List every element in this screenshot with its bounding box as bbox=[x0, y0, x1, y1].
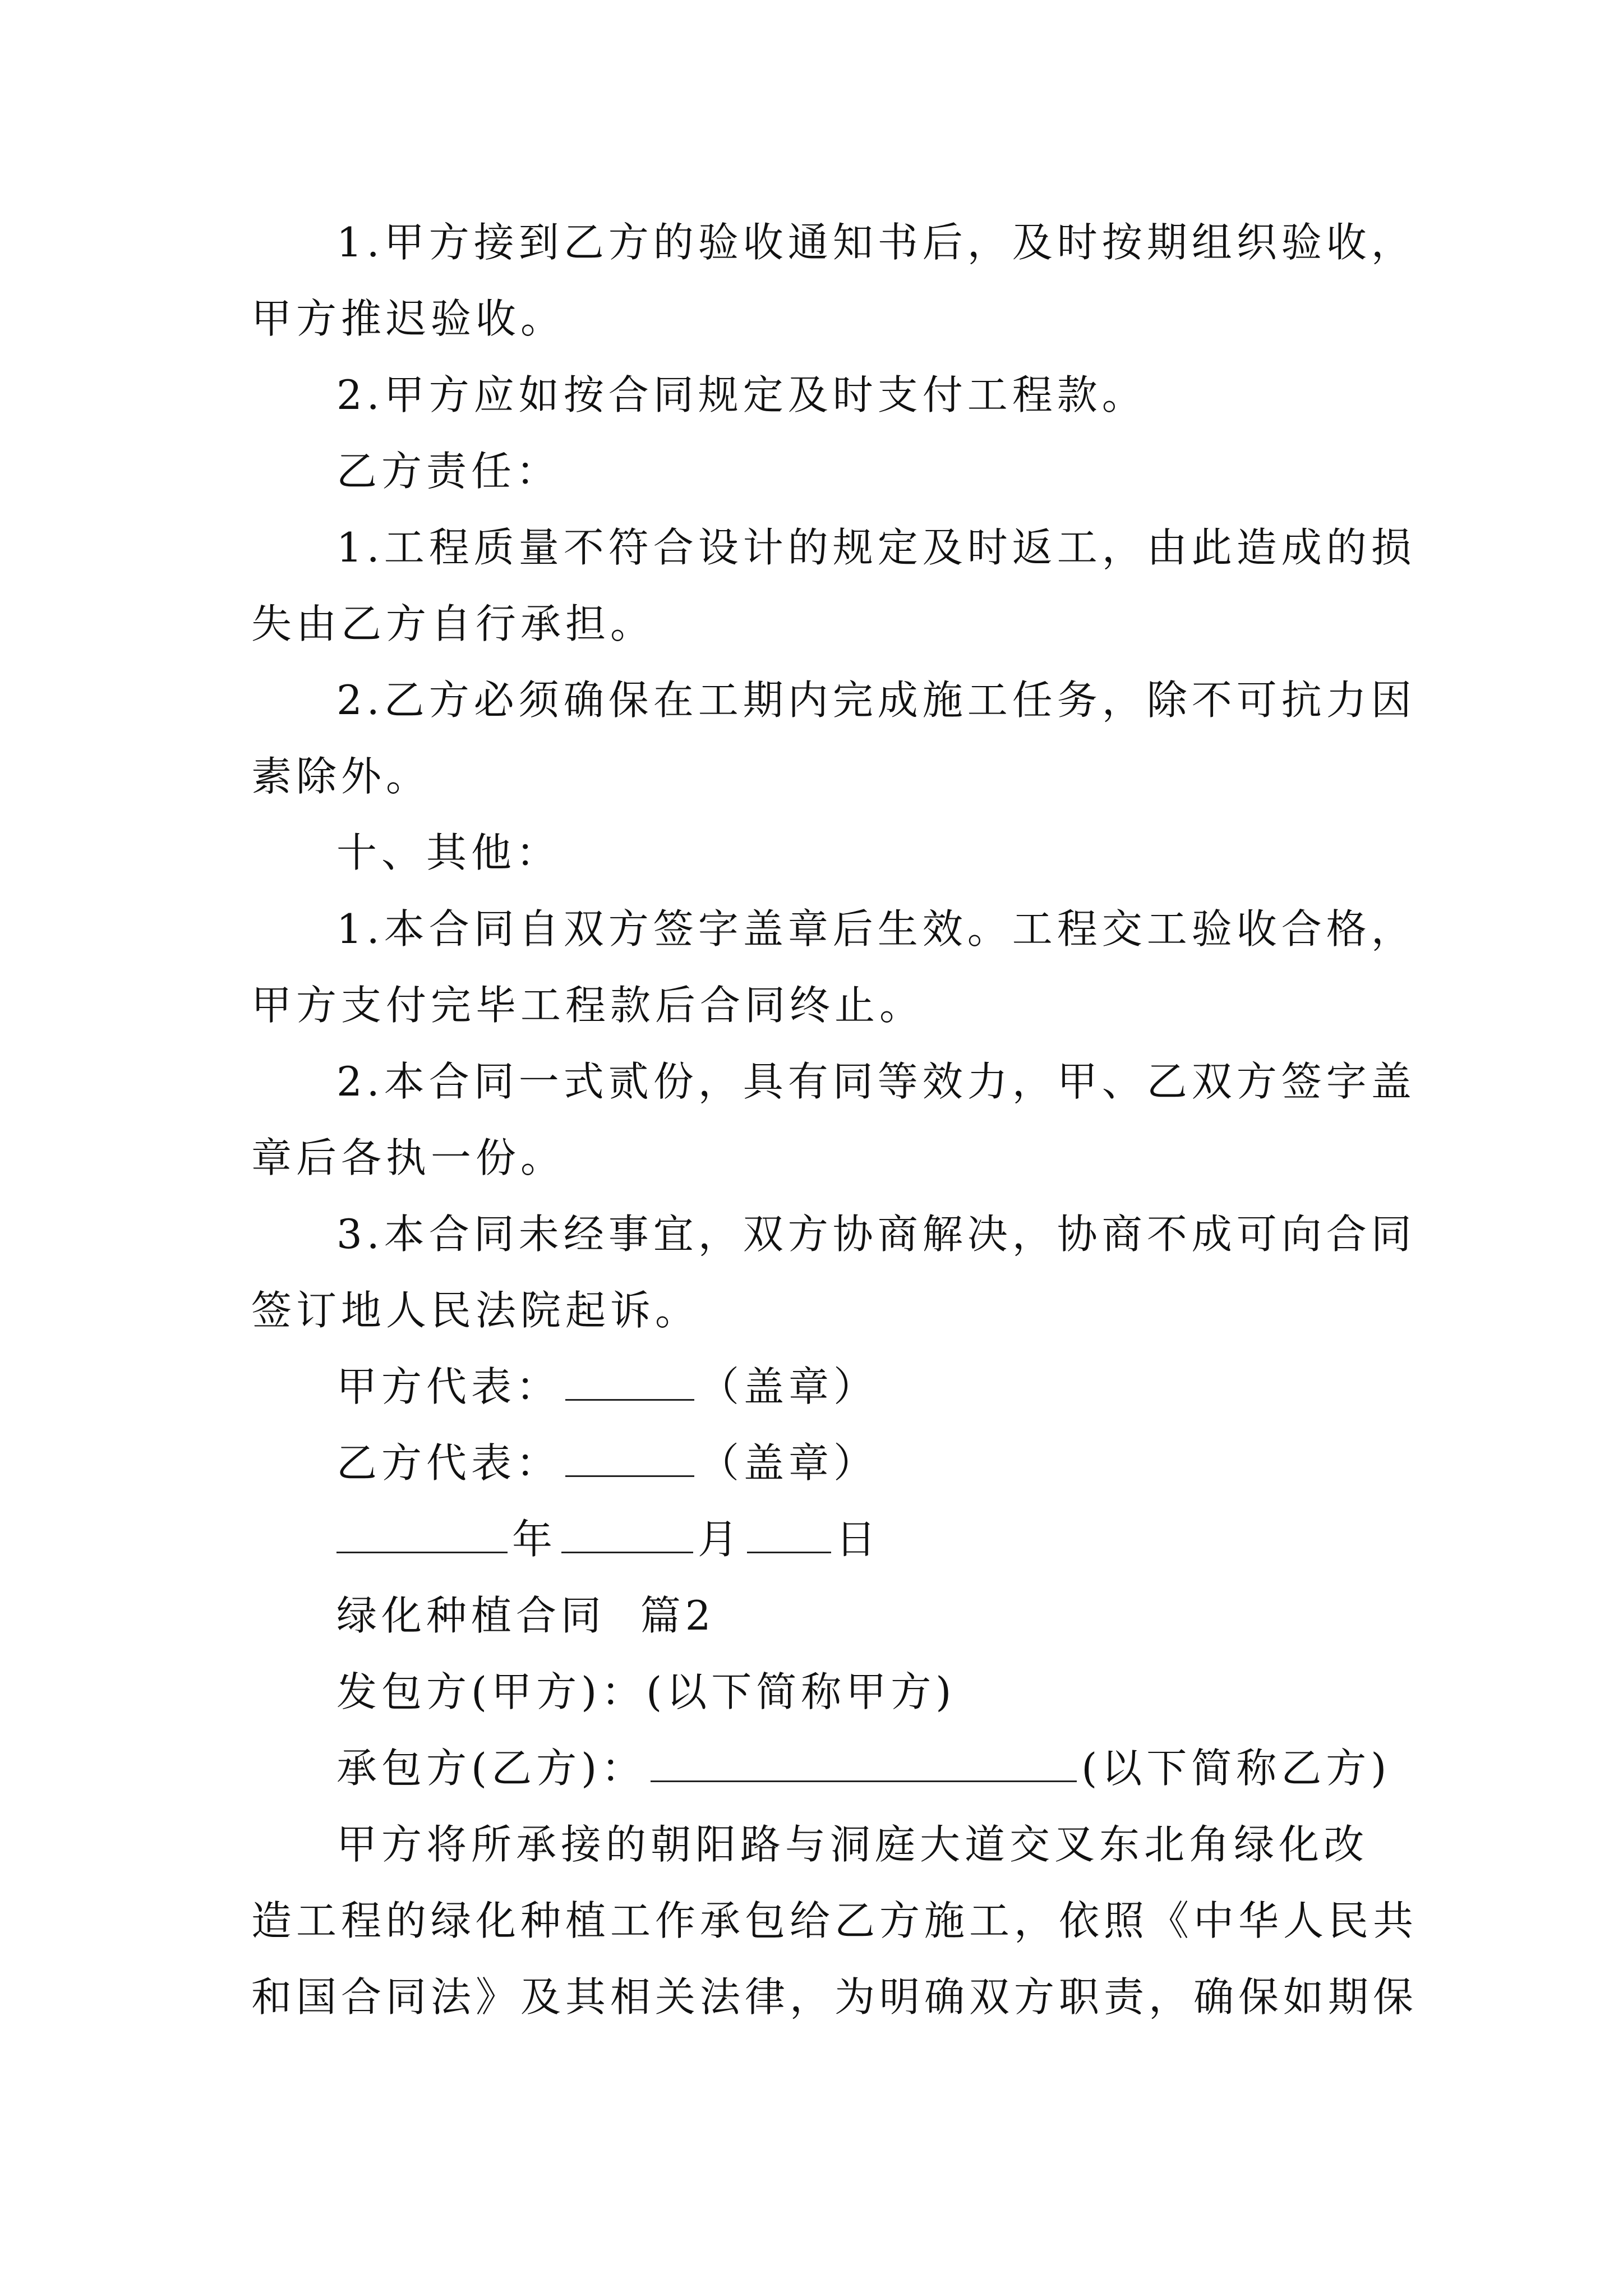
party-b-rep-label: 乙方代表： bbox=[336, 1439, 561, 1487]
paragraph-line: 1.工程质量不符合设计的规定及时返工，由此造成的损 bbox=[336, 524, 1416, 571]
paragraph-line: 甲方推迟验收。 bbox=[251, 295, 566, 342]
party-b-abbrev: (以下简称乙方) bbox=[1081, 1745, 1391, 1792]
signature-line-party-a bbox=[251, 1349, 1384, 1425]
paragraph-line: 甲方将所承接的朝阳路与洞庭大道交叉东北角绿化改 bbox=[336, 1821, 1369, 1868]
party-b-label: 承包方(乙方)： bbox=[336, 1745, 647, 1792]
party-a-rep-blank bbox=[565, 1364, 694, 1401]
signature-line-party-b bbox=[251, 1425, 1384, 1501]
paragraph-line: 和国合同法》及其相关法律，为明确双方职责，确保如期保 bbox=[251, 1973, 1418, 2021]
paragraph-line: 1.甲方接到乙方的验收通知书后，及时按期组织验收， bbox=[336, 219, 1416, 266]
paragraph-line: 造工程的绿化种植工作承包给乙方施工，依照《中华人民共 bbox=[251, 1897, 1418, 1944]
section-heading: 乙方责任： bbox=[336, 448, 561, 495]
month-blank bbox=[561, 1517, 693, 1553]
day-label: 日 bbox=[836, 1516, 881, 1563]
year-blank bbox=[336, 1517, 508, 1553]
paragraph-line: 签订地人民法院起诉。 bbox=[251, 1287, 700, 1334]
party-b-line bbox=[251, 1730, 1391, 1806]
paragraph-line: 章后各执一份。 bbox=[251, 1134, 566, 1181]
day-blank bbox=[747, 1517, 831, 1553]
document-body bbox=[251, 204, 1418, 2035]
paragraph-line: 2.本合同一式贰份，具有同等效力，甲、乙双方签字盖 bbox=[336, 1058, 1416, 1105]
paragraph-line: 2.甲方应如按合同规定及时支付工程款。 bbox=[336, 371, 1147, 418]
paragraph-line: 失由乙方自行承担。 bbox=[251, 600, 656, 647]
party-b-name-blank bbox=[651, 1746, 1077, 1782]
paragraph-line: 素除外。 bbox=[251, 753, 431, 800]
party-a-seal-label: （盖章） bbox=[699, 1363, 879, 1410]
paragraph-line: 甲方支付完毕工程款后合同终止。 bbox=[251, 982, 925, 1029]
party-a-line: 发包方(甲方)：(以下简称甲方) bbox=[336, 1668, 956, 1715]
party-b-seal-label: （盖章） bbox=[699, 1439, 879, 1487]
paragraph-line: 2.乙方必须确保在工期内完成施工任务，除不可抗力因 bbox=[336, 677, 1416, 724]
party-a-rep-label: 甲方代表： bbox=[336, 1363, 561, 1410]
contract-title: 绿化种植合同 篇2 bbox=[336, 1592, 716, 1639]
paragraph-line: 1.本合同自双方签字盖章后生效。工程交工验收合格， bbox=[336, 905, 1416, 953]
year-label: 年 bbox=[512, 1516, 557, 1563]
date-line bbox=[251, 1501, 1384, 1577]
month-label: 月 bbox=[698, 1516, 743, 1563]
paragraph-line: 3.本合同未经事宜，双方协商解决，协商不成可向合同 bbox=[336, 1211, 1416, 1258]
section-heading: 十、其他： bbox=[336, 829, 561, 876]
party-b-rep-blank bbox=[565, 1441, 694, 1477]
